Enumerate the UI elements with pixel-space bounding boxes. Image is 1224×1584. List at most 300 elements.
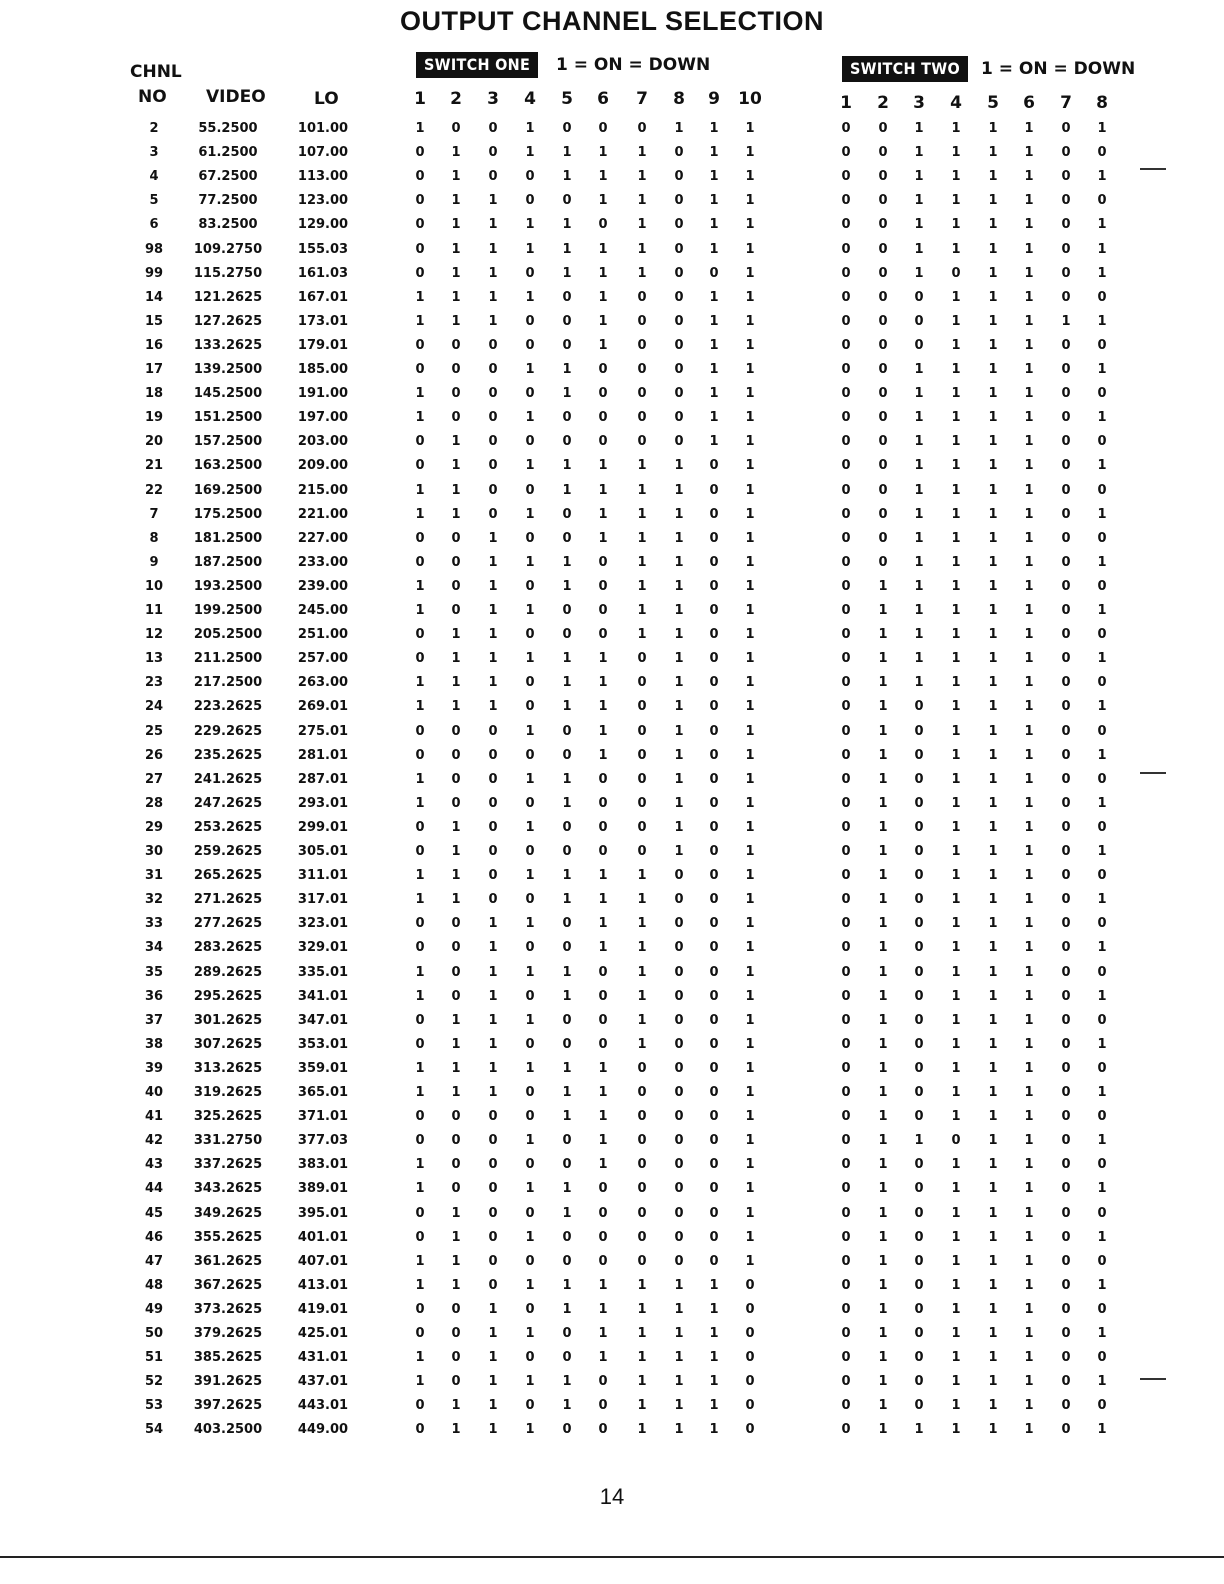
- switch-two-bit: 0: [1061, 458, 1071, 474]
- table-row: [0, 266, 1224, 290]
- switch-two-bit: 1: [988, 1229, 998, 1245]
- switch-one-bit: 0: [525, 1253, 535, 1269]
- switch-two-bit: 1: [914, 434, 924, 450]
- switch-two-bit: 1: [951, 747, 961, 763]
- switch-one-bit: 1: [637, 193, 647, 209]
- channel-number: 10: [144, 578, 164, 594]
- switch-two-bit: 1: [1024, 627, 1034, 643]
- switch-two-bit: 1: [988, 1350, 998, 1366]
- switch-two-bit: 1: [951, 217, 961, 233]
- switch-one-bit: 1: [637, 988, 647, 1004]
- switch-one-bit: 0: [709, 578, 719, 594]
- switch-one-legend: 1 = ON = DOWN: [556, 55, 711, 75]
- table-row: [0, 314, 1224, 338]
- switch-one-bit: 1: [674, 771, 684, 787]
- switch-two-bit: 1: [951, 795, 961, 811]
- table-row: [0, 675, 1224, 699]
- lo-frequency: 233.00: [297, 554, 349, 570]
- switch-two-bit: 1: [914, 506, 924, 522]
- switch-one-bit: 1: [709, 386, 719, 402]
- switch-two-bit: 0: [1061, 964, 1071, 980]
- video-frequency: 223.2625: [193, 699, 263, 715]
- video-frequency: 373.2625: [193, 1301, 263, 1317]
- switch-one-bit: 1: [562, 362, 572, 377]
- switch-two-bit: 0: [841, 265, 851, 281]
- switch-two-bit: 0: [1061, 868, 1071, 884]
- table-row: [0, 410, 1224, 434]
- video-frequency: 277.2625: [193, 916, 263, 932]
- switch-one-bit: 1: [598, 675, 608, 691]
- switch-one-bit: 0: [709, 892, 719, 908]
- switch-one-bit: 1: [709, 121, 719, 136]
- switch-two-bit: 0: [841, 795, 851, 811]
- switch-two-bit: 0: [1061, 1253, 1071, 1269]
- switch-two-bit: 1: [878, 675, 888, 691]
- switch-one-bit: 0: [674, 193, 684, 209]
- switch-one-bit: 1: [525, 241, 535, 257]
- lo-frequency: 179.01: [297, 337, 349, 353]
- switch-two-bit: 1: [878, 747, 888, 763]
- switch-one-bit: 1: [415, 675, 425, 691]
- switch-one-bit: 0: [598, 844, 608, 859]
- switch-one-bit: 1: [525, 458, 535, 474]
- channel-number: 23: [144, 675, 164, 691]
- lo-frequency: 323.01: [297, 916, 349, 932]
- switch-one-bit: 0: [525, 892, 535, 908]
- switch-one-bit: 1: [562, 964, 572, 980]
- switch-two-bit: 0: [1061, 1422, 1071, 1438]
- switch-one-bit: 0: [451, 337, 461, 353]
- switch-two-bit: 1: [878, 795, 888, 811]
- switch-two-bit: 1: [951, 169, 961, 185]
- table-row: [0, 651, 1224, 675]
- video-frequency: 163.2500: [193, 458, 263, 474]
- switch-two-bit: 1: [988, 386, 998, 402]
- switch-one-bit: 0: [562, 819, 572, 835]
- switch-one-bit: 0: [562, 1133, 572, 1149]
- switch-one-bit: 0: [415, 169, 425, 185]
- switch-one-bit: 0: [562, 940, 572, 956]
- switch-two-bit: 1: [988, 1133, 998, 1149]
- switch-one-bit: 0: [674, 1157, 684, 1173]
- switch-one-bit: 0: [674, 1205, 684, 1221]
- switch-two-bit: 1: [878, 1301, 888, 1317]
- switch-two-bit: 1: [878, 1350, 888, 1366]
- switch-one-bit: 1: [598, 699, 608, 715]
- switch-two-bit: 0: [1061, 121, 1071, 136]
- switch-one-bit: 1: [745, 313, 755, 329]
- switch-one-bit: 0: [637, 1109, 647, 1125]
- switch-one-bit: 1: [415, 289, 425, 305]
- switch-two-bit: 0: [878, 217, 888, 233]
- table-row: [0, 1278, 1224, 1302]
- lo-frequency: 123.00: [297, 193, 349, 209]
- switch-one-bit: 1: [745, 795, 755, 811]
- switch-two-bit: 1: [1024, 1326, 1034, 1341]
- switch-one-bit: 1: [637, 458, 647, 474]
- switch-two-bit: 1: [951, 1301, 961, 1317]
- switch-one-bit: 0: [415, 1301, 425, 1317]
- switch-one-bit: 0: [451, 530, 461, 546]
- lo-frequency: 155.03: [297, 241, 349, 257]
- lo-frequency: 371.01: [297, 1109, 349, 1125]
- switch-one-bit: 1: [745, 627, 755, 643]
- switch-one-bit: 0: [562, 506, 572, 522]
- switch-one-bit: 1: [674, 723, 684, 739]
- switch-one-bit: 0: [709, 482, 719, 498]
- switch-one-bit: 0: [415, 1326, 425, 1341]
- switch-one-bit: 0: [415, 651, 425, 667]
- switch-two-bit: 1: [988, 217, 998, 233]
- switch-two-bit: 0: [951, 265, 961, 281]
- channel-number: 33: [144, 916, 164, 932]
- switch-two-bit: 0: [1061, 1109, 1071, 1125]
- switch-two-bit: 1: [914, 530, 924, 546]
- switch-one-bit: 1: [598, 482, 608, 498]
- channel-number: 28: [144, 795, 164, 811]
- lo-frequency: 311.01: [297, 868, 349, 884]
- video-frequency: 319.2625: [193, 1085, 263, 1100]
- switch-one-bit: 1: [525, 1181, 535, 1197]
- switch-one-bit: 0: [488, 434, 498, 450]
- switch-one-bit: 1: [709, 169, 719, 185]
- switch-two-bit: 1: [988, 964, 998, 980]
- switch-two-bit: 1: [1097, 892, 1107, 908]
- switch-two-bit: 1: [951, 337, 961, 353]
- switch-one-bit: 0: [745, 1301, 755, 1317]
- switch-two-bit: 1: [914, 554, 924, 570]
- switch-one-bit: 1: [451, 868, 461, 884]
- switch-one-bit: 1: [488, 554, 498, 570]
- switch-two-bit: 1: [1024, 410, 1034, 426]
- switch-two-bit: 1: [878, 723, 888, 739]
- switch-one-bit: 0: [488, 482, 498, 498]
- switch-two-bit: 1: [1097, 1277, 1107, 1293]
- switch-one-bit: 1: [598, 1350, 608, 1366]
- switch-one-bit: 1: [674, 1326, 684, 1341]
- switch-two-bit: 1: [914, 145, 924, 161]
- switch-two-bit: 0: [841, 386, 851, 402]
- switch-one-bit: 0: [637, 121, 647, 136]
- switch-one-bit: 0: [525, 1205, 535, 1221]
- switch-one-bit: 1: [674, 1422, 684, 1438]
- switch-one-bit: 1: [562, 868, 572, 884]
- table-row: [0, 844, 1224, 868]
- switch-two-bit: 0: [1061, 337, 1071, 353]
- switch-one-bit: 1: [562, 482, 572, 498]
- switch-one-bit: 1: [451, 241, 461, 257]
- lo-frequency: 245.00: [297, 603, 349, 618]
- switch-two-bit: 1: [1097, 844, 1107, 859]
- table-row: [0, 1422, 1224, 1446]
- switch-two-bit: 0: [914, 1036, 924, 1052]
- switch-one-bit: 0: [598, 603, 608, 618]
- channel-number: 4: [149, 169, 159, 185]
- switch-one-bit: 0: [709, 868, 719, 884]
- switch-one-bit: 1: [525, 362, 535, 377]
- switch-one-bit: 1: [415, 964, 425, 980]
- switch-one-bit: 1: [637, 964, 647, 980]
- switch-two-bit: 1: [951, 699, 961, 715]
- switch-two-bit: 0: [878, 193, 888, 209]
- channel-number: 36: [144, 988, 164, 1004]
- channel-number: 3: [149, 145, 159, 161]
- switch-two-bit: 0: [1061, 1350, 1071, 1366]
- switch-one-bit: 1: [709, 241, 719, 257]
- switch-two-bit: 0: [1061, 1374, 1071, 1390]
- switch-two-bit: 0: [1097, 578, 1107, 594]
- switch-two-bit: 1: [914, 675, 924, 691]
- switch-two-bit: 1: [1097, 1181, 1107, 1197]
- switch-two-bit: 1: [988, 1398, 998, 1414]
- switch-one-position-1: 1: [414, 89, 426, 109]
- switch-two-bit: 0: [1097, 916, 1107, 932]
- switch-one-bit: 1: [598, 1157, 608, 1173]
- switch-one-bit: 0: [525, 940, 535, 956]
- switch-one-bit: 0: [598, 1398, 608, 1414]
- table-row: [0, 193, 1224, 217]
- switch-two-bit: 0: [878, 169, 888, 185]
- switch-one-bit: 0: [598, 964, 608, 980]
- switch-one-bit: 0: [562, 193, 572, 209]
- switch-two-bit: 1: [878, 844, 888, 859]
- switch-two-bit: 0: [1061, 1085, 1071, 1100]
- switch-one-bit: 1: [488, 627, 498, 643]
- switch-two-bit: 0: [841, 844, 851, 859]
- switch-two-bit: 1: [951, 964, 961, 980]
- switch-one-bit: 0: [709, 603, 719, 618]
- switch-one-bit: 0: [674, 1133, 684, 1149]
- switch-two-bit: 1: [951, 916, 961, 932]
- switch-one-bit: 1: [709, 313, 719, 329]
- table-row: [0, 1350, 1224, 1374]
- channel-number: 50: [144, 1326, 164, 1341]
- switch-two-bit: 1: [1024, 434, 1034, 450]
- switch-one-bit: 0: [637, 386, 647, 402]
- switch-one-position-3: 3: [487, 89, 499, 109]
- switch-two-bit: 0: [1061, 530, 1071, 546]
- lo-frequency: 161.03: [297, 265, 349, 281]
- switch-two-bit: 1: [914, 603, 924, 618]
- channel-number: 38: [144, 1036, 164, 1052]
- switch-two-bit: 0: [1097, 771, 1107, 787]
- switch-one-bit: 0: [637, 1229, 647, 1245]
- switch-one-bit: 0: [598, 1181, 608, 1197]
- switch-two-bit: 1: [988, 1326, 998, 1341]
- switch-two-bit: 0: [1061, 578, 1071, 594]
- switch-two-bit: 1: [878, 1374, 888, 1390]
- switch-two-bit: 0: [1097, 1205, 1107, 1221]
- video-frequency: 253.2625: [193, 819, 263, 835]
- switch-one-bit: 1: [598, 1109, 608, 1125]
- switch-two-bit: 0: [841, 1301, 851, 1317]
- switch-one-bit: 1: [637, 530, 647, 546]
- switch-one-bit: 0: [637, 723, 647, 739]
- video-frequency: 271.2625: [193, 892, 263, 908]
- switch-one-bit: 1: [745, 1253, 755, 1269]
- switch-one-bit: 1: [451, 819, 461, 835]
- switch-two-bit: 0: [1061, 1012, 1071, 1028]
- switch-one-bit: 0: [709, 651, 719, 667]
- lo-frequency: 215.00: [297, 482, 349, 498]
- switch-two-bit: 1: [988, 1181, 998, 1197]
- switch-one-bit: 0: [488, 795, 498, 811]
- switch-one-bit: 1: [525, 723, 535, 739]
- switch-two-bit: 1: [951, 1012, 961, 1028]
- switch-two-bit: 1: [1097, 458, 1107, 474]
- switch-one-bit: 0: [598, 578, 608, 594]
- switch-two-bit: 1: [951, 627, 961, 643]
- switch-one-bit: 1: [562, 554, 572, 570]
- table-row: [0, 579, 1224, 603]
- switch-one-bit: 1: [415, 1253, 425, 1269]
- switch-one-bit: 0: [637, 313, 647, 329]
- switch-two-bit: 0: [914, 1205, 924, 1221]
- switch-one-bit: 0: [525, 1301, 535, 1317]
- video-frequency: 83.2500: [198, 217, 258, 233]
- switch-one-bit: 1: [525, 506, 535, 522]
- switch-one-bit: 1: [488, 1350, 498, 1366]
- switch-two-bit: 1: [1024, 892, 1034, 908]
- switch-one-bit: 1: [415, 795, 425, 811]
- video-frequency: 145.2500: [193, 386, 263, 402]
- switch-one-bit: 1: [415, 771, 425, 787]
- lo-frequency: 263.00: [297, 675, 349, 691]
- switch-two-bit: 1: [878, 771, 888, 787]
- switch-two-bit: 0: [1061, 1229, 1071, 1245]
- switch-one-position-10: 10: [738, 89, 762, 109]
- switch-one-bit: 1: [562, 1301, 572, 1317]
- switch-one-bit: 1: [488, 699, 498, 715]
- switch-one-bit: 0: [709, 675, 719, 691]
- switch-one-bit: 1: [415, 988, 425, 1004]
- switch-one-bit: 0: [451, 940, 461, 956]
- switch-two-bit: 1: [988, 699, 998, 715]
- switch-two-bit: 1: [988, 1301, 998, 1317]
- switch-two-bit: 0: [1097, 337, 1107, 353]
- switch-one-bit: 1: [562, 458, 572, 474]
- table-row: [0, 1302, 1224, 1326]
- channel-number: 39: [144, 1060, 164, 1076]
- switch-one-bit: 0: [525, 313, 535, 329]
- switch-two-bit: 1: [1024, 121, 1034, 136]
- lo-frequency: 209.00: [297, 458, 349, 474]
- switch-one-bit: 0: [674, 241, 684, 257]
- switch-one-bit: 1: [562, 1181, 572, 1197]
- switch-one-bit: 1: [525, 1326, 535, 1341]
- switch-two-bit: 1: [1024, 506, 1034, 522]
- switch-one-bit: 1: [451, 1012, 461, 1028]
- switch-one-bit: 0: [637, 819, 647, 835]
- lo-frequency: 269.01: [297, 699, 349, 715]
- column-header-chnl: CHNL: [130, 62, 182, 82]
- table-row: [0, 1326, 1224, 1350]
- lo-frequency: 107.00: [297, 145, 349, 161]
- switch-two-bit: 1: [878, 868, 888, 884]
- table-row: [0, 1061, 1224, 1085]
- switch-one-bit: 0: [709, 844, 719, 859]
- switch-one-bit: 0: [488, 844, 498, 859]
- switch-two-bit: 0: [914, 1326, 924, 1341]
- switch-one-bit: 1: [488, 675, 498, 691]
- switch-two-bit: 1: [988, 844, 998, 859]
- switch-one-bit: 1: [562, 795, 572, 811]
- table-row: [0, 724, 1224, 748]
- switch-one-bit: 1: [745, 289, 755, 305]
- switch-one-bit: 1: [488, 1398, 498, 1414]
- switch-two-bit: 0: [841, 530, 851, 546]
- switch-one-bit: 1: [415, 578, 425, 594]
- video-frequency: 313.2625: [193, 1060, 263, 1076]
- video-frequency: 385.2625: [193, 1350, 263, 1366]
- switch-one-bit: 0: [415, 819, 425, 835]
- switch-one-bit: 0: [674, 1229, 684, 1245]
- switch-one-bit: 1: [674, 1277, 684, 1293]
- video-frequency: 121.2625: [193, 289, 263, 305]
- lo-frequency: 353.01: [297, 1036, 349, 1052]
- switch-one-bit: 1: [488, 916, 498, 932]
- switch-one-bit: 1: [637, 603, 647, 618]
- switch-one-bit: 1: [415, 313, 425, 329]
- switch-one-bit: 1: [562, 651, 572, 667]
- switch-one-bit: 0: [451, 771, 461, 787]
- switch-one-bit: 0: [637, 699, 647, 715]
- switch-two-bit: 0: [914, 289, 924, 305]
- switch-two-bit: 0: [841, 1253, 851, 1269]
- switch-one-bit: 0: [562, 1157, 572, 1173]
- switch-two-bit: 0: [1061, 1398, 1071, 1414]
- switch-two-bit: 1: [951, 1350, 961, 1366]
- switch-one-bit: 1: [525, 217, 535, 233]
- switch-one-bit: 1: [562, 1398, 572, 1414]
- switch-one-bit: 1: [674, 554, 684, 570]
- switch-one-bit: 1: [709, 193, 719, 209]
- channel-number: 22: [144, 482, 164, 498]
- switch-one-bit: 1: [451, 1277, 461, 1293]
- switch-two-bit: 1: [951, 1229, 961, 1245]
- switch-one-bit: 1: [637, 169, 647, 185]
- switch-one-bit: 1: [709, 1326, 719, 1341]
- switch-two-bit: 1: [988, 578, 998, 594]
- switch-two-bit: 1: [988, 337, 998, 353]
- lo-frequency: 377.03: [297, 1133, 349, 1149]
- switch-two-bit: 0: [914, 1229, 924, 1245]
- channel-number: 31: [144, 868, 164, 884]
- switch-two-bit: 0: [841, 1374, 851, 1390]
- table-row: [0, 699, 1224, 723]
- switch-two-bit: 1: [951, 819, 961, 835]
- switch-two-bit: 0: [1061, 747, 1071, 763]
- switch-two-bit: 1: [1097, 362, 1107, 377]
- switch-one-bit: 0: [745, 1374, 755, 1390]
- switch-two-bit: 1: [951, 482, 961, 498]
- switch-one-bit: 1: [598, 337, 608, 353]
- switch-two-bit: 1: [1097, 795, 1107, 811]
- switch-two-bit: 1: [1024, 386, 1034, 402]
- channel-number: 44: [144, 1181, 164, 1197]
- switch-one-bit: 0: [415, 193, 425, 209]
- switch-two-bit: 1: [1024, 1398, 1034, 1414]
- switch-one-bit: 1: [525, 1229, 535, 1245]
- switch-one-bit: 1: [488, 241, 498, 257]
- table-row: [0, 531, 1224, 555]
- switch-one-bit: 1: [745, 1181, 755, 1197]
- video-frequency: 187.2500: [193, 554, 263, 570]
- switch-two-bit: 1: [1024, 675, 1034, 691]
- switch-two-bit: 1: [1024, 723, 1034, 739]
- switch-one-bit: 1: [451, 289, 461, 305]
- switch-one-bit: 0: [637, 337, 647, 353]
